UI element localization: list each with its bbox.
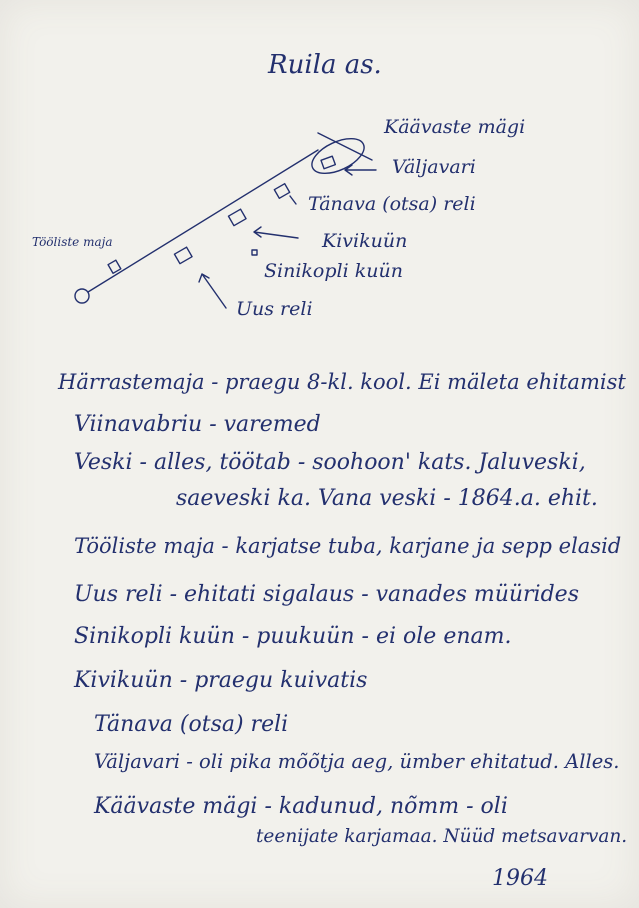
note-line-6: Uus reli - ehitati sigalaus - vanades müürides: [74, 582, 579, 607]
label-valjavari: Väljavari: [392, 156, 476, 178]
kivikuun-building: [228, 209, 246, 226]
label-tanava-reli: Tänava (otsa) reli: [308, 193, 476, 215]
note-line-8: Kivikuün - praegu kuivatis: [74, 668, 368, 693]
note-line-2: Viinavabriu - varemed: [74, 412, 321, 437]
note-line-5: Tööliste maja - karjatse tuba, karjane ja sepp elasid: [74, 534, 622, 558]
note-line-12: teenijate karjamaa. Nüüd metsavarvan.: [256, 826, 628, 847]
note-line-7: Sinikopli kuün - puukuün - ei ole enam.: [74, 624, 512, 649]
arrow-kivikuun: [254, 227, 298, 238]
label-sinikopli-kuun: Sinikopli kuün: [264, 260, 403, 282]
label-tooliste-maja: Tööliste maja: [32, 235, 113, 249]
tanava-building: [274, 184, 289, 199]
note-line-4: saeveski ka. Vana veski - 1864.a. ehit.: [176, 486, 598, 511]
tick-tanava: [290, 196, 296, 204]
note-line-11: Käävaste mägi - kadunud, nõmm - oli: [94, 794, 508, 819]
label-uus-reli: Uus reli: [236, 298, 313, 320]
road-end-circle: [75, 289, 89, 303]
note-line-10: Väljavari - oli pika mõõtja aeg, ümber ehitatud. Alles.: [94, 750, 620, 773]
note-line-1: Härrastemaja - praegu 8-kl. kool. Ei mäleta ehitamist: [58, 370, 626, 394]
valjavari-building: [321, 156, 335, 169]
tooliste-building: [108, 260, 121, 273]
note-line-3: Veski - alles, töötab - soohoon' kats. Jaluveski,: [74, 450, 586, 475]
uus-reli-building: [174, 247, 192, 264]
sinikopli-building: [252, 250, 257, 255]
label-kivikuun: Kivikuün: [322, 230, 408, 252]
arrow-uus-reli: [199, 274, 226, 308]
arrow-valjavari: [345, 165, 376, 175]
label-kaavaste-magi: Käävaste mägi: [384, 116, 526, 138]
kaavaste-magi-ellipse: [307, 131, 370, 180]
note-year: 1964: [492, 866, 548, 891]
page-title: Ruila as.: [268, 50, 382, 80]
note-line-9: Tänava (otsa) reli: [94, 712, 289, 737]
